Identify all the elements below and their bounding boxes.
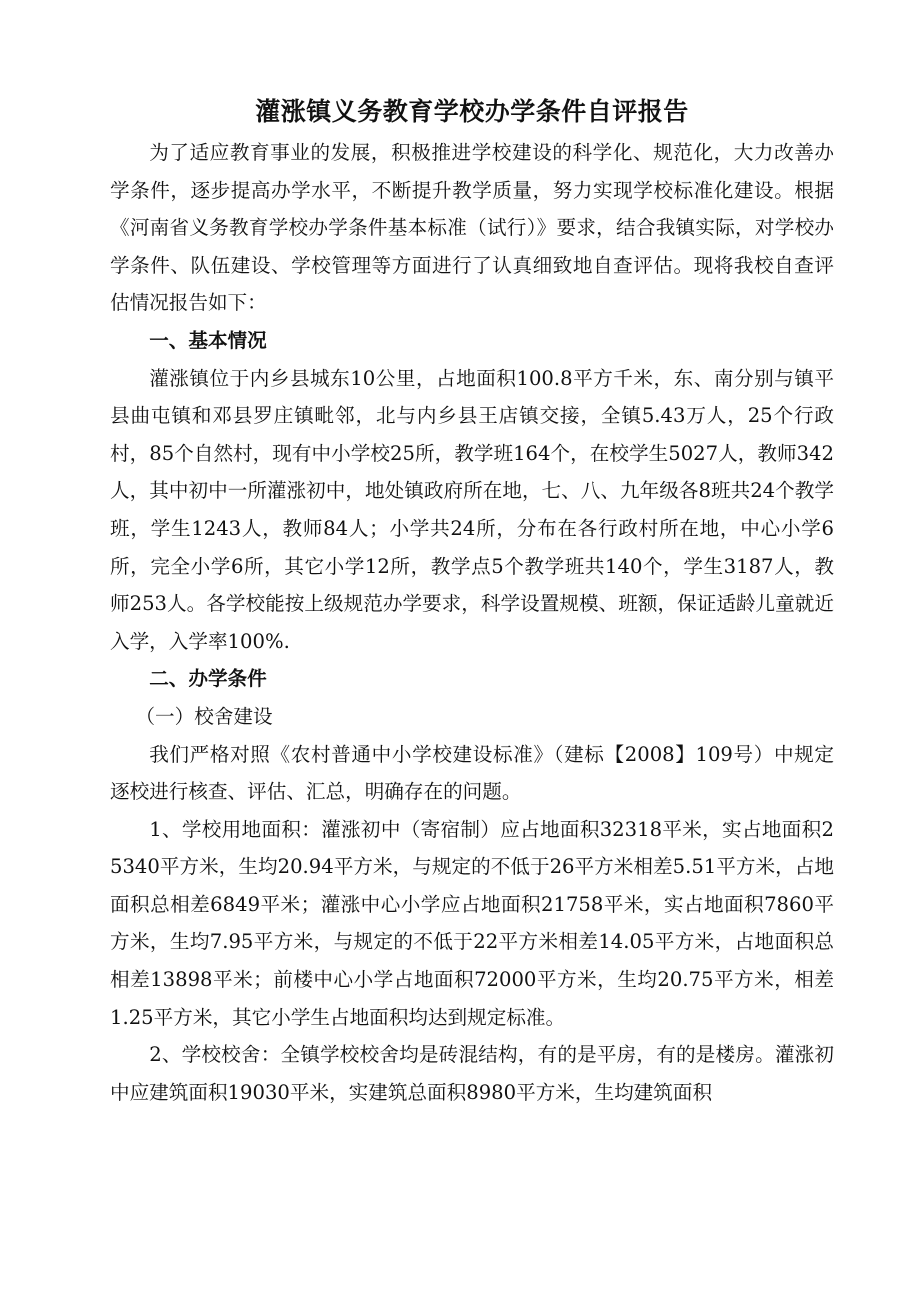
land-area-paragraph: 1、学校用地面积：灌涨初中（寄宿制）应占地面积32318平米，实占地面积25340平方米，生均20.94平方米，与规定的不低于26平方米相差5.51平方米，占地面积总相差6849平米；灌涨中心小学应占地面积21758平米，实占地面积7860平方米，生均7.95平方米，与规定的不低于22平方米相差14.05平方米，占地面积总相差13898平米；前楼中心小学占地面积72000平方米，生均20.75平方米，相差1.25平方米，其它小学生占地面积均达到规定标准。 [110,817,834,1029]
section-heading-basic-info: 一、基本情况 [149,328,267,352]
buildings-standard-paragraph: 我们严格对照《农村普通中小学校建设标准》（建标【2008】109号）中规定逐校进行核查、评估、汇总，明确存在的问题。 [110,742,834,804]
section-heading-school-conditions: 二、办学条件 [149,667,267,691]
subsection-heading-buildings: （一）校舍建设 [135,704,273,728]
basic-info-paragraph: 灌涨镇位于内乡县城东10公里，占地面积100.8平方千米，东、南分别与镇平县曲屯镇和邓县罗庄镇毗邻，北与内乡县王店镇交接，全镇5.43万人，25个行政村，85个自然村，现有中小学校25所，教学班164个，在校学生5027人，教师342人，其中初中一所灌涨初中，地处镇政府所在地，七、八、九年级各8班共24个教学班，学生1243人，教师84人；小学共24所，分布在各行政村所在地，中心小学6所，完全小学6所，其它小学12所，教学点5个教学班共140个，学生3187人，教师253人。各学校能按上级规范办学要求，科学设置规模、班额，保证适龄儿童就近入学，入学率100%. [110,366,834,653]
document-title: 灌涨镇义务教育学校办学条件自评报告 [255,97,689,126]
intro-paragraph: 为了适应教育事业的发展，积极推进学校建设的科学化、规范化，大力改善办学条件，逐步提高办学水平，不断提升教学质量，努力实现学校标准化建设。根据《河南省义务教育学校办学条件基本标准（试行）》要求，结合我镇实际，对学校办学条件、队伍建设、学校管理等方面进行了认真细致地自查评估。现将我校自查评估情况报告如下： [110,141,834,315]
school-buildings-paragraph: 2、学校校舍：全镇学校校舍均是砖混结构，有的是平房，有的是楼房。灌涨初中应建筑面积19030平米，实建筑总面积8980平方米，生均建筑面积 [110,1043,834,1104]
